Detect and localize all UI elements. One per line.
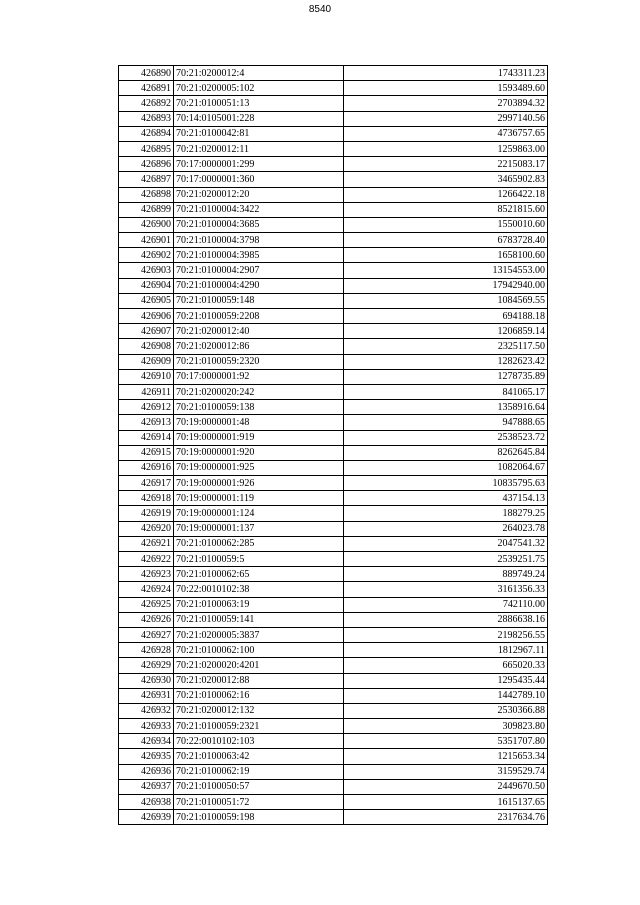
row-number: 426925 — [119, 597, 174, 612]
cadastral-number: 70:21:0100004:2907 — [174, 263, 344, 278]
cadastral-number: 70:19:0000001:137 — [174, 521, 344, 536]
cadastral-number: 70:21:0200012:132 — [174, 703, 344, 718]
cadastral-value: 742110.00 — [344, 597, 548, 612]
cadastral-number: 70:21:0100059:141 — [174, 612, 344, 627]
cadastral-value: 2530366.88 — [344, 703, 548, 718]
table-row — [119, 66, 548, 81]
row-number: 426898 — [119, 187, 174, 202]
table-row — [119, 567, 548, 582]
cadastral-value: 1259863.00 — [344, 141, 548, 156]
cadastral-value: 1266422.18 — [344, 187, 548, 202]
cadastral-value: 1206859.14 — [344, 324, 548, 339]
table-row — [119, 643, 548, 658]
table-row — [119, 369, 548, 384]
table-row — [119, 779, 548, 794]
cadastral-number: 70:19:0000001:124 — [174, 506, 344, 521]
row-number: 426918 — [119, 491, 174, 506]
cadastral-value: 4736757.65 — [344, 126, 548, 141]
row-number: 426908 — [119, 339, 174, 354]
cadastral-number: 70:21:0100004:3422 — [174, 202, 344, 217]
cadastral-number: 70:21:0100004:4290 — [174, 278, 344, 293]
cadastral-number: 70:21:0100062:65 — [174, 567, 344, 582]
cadastral-number: 70:21:0200020:242 — [174, 384, 344, 399]
row-number: 426899 — [119, 202, 174, 217]
registry-table-body — [119, 66, 548, 825]
row-number: 426894 — [119, 126, 174, 141]
cadastral-value: 2317634.76 — [344, 810, 548, 825]
table-row — [119, 415, 548, 430]
row-number: 426927 — [119, 627, 174, 642]
cadastral-number: 70:21:0100042:81 — [174, 126, 344, 141]
table-row — [119, 126, 548, 141]
row-number: 426900 — [119, 217, 174, 232]
cadastral-value: 10835795.63 — [344, 476, 548, 491]
cadastral-value: 665020.33 — [344, 658, 548, 673]
table-row — [119, 552, 548, 567]
table-row — [119, 521, 548, 536]
cadastral-number: 70:21:0200020:4201 — [174, 658, 344, 673]
cadastral-number: 70:21:0200005:3837 — [174, 627, 344, 642]
cadastral-number: 70:21:0200012:11 — [174, 141, 344, 156]
table-row — [119, 263, 548, 278]
row-number: 426905 — [119, 293, 174, 308]
table-row — [119, 491, 548, 506]
table-row — [119, 476, 548, 491]
cadastral-number: 70:21:0100059:138 — [174, 400, 344, 415]
table-row — [119, 354, 548, 369]
cadastral-value: 1358916.64 — [344, 400, 548, 415]
row-number: 426931 — [119, 688, 174, 703]
cadastral-number: 70:21:0100004:3985 — [174, 248, 344, 263]
cadastral-number: 70:21:0200012:86 — [174, 339, 344, 354]
row-number: 426938 — [119, 795, 174, 810]
table-row — [119, 278, 548, 293]
row-number: 426936 — [119, 764, 174, 779]
table-row — [119, 810, 548, 825]
table-row — [119, 157, 548, 172]
page-number: 8540 — [308, 4, 332, 15]
table-row — [119, 764, 548, 779]
cadastral-number: 70:22:0010102:103 — [174, 734, 344, 749]
cadastral-value: 1743311.23 — [344, 66, 548, 81]
row-number: 426917 — [119, 476, 174, 491]
cadastral-value: 8521815.60 — [344, 202, 548, 217]
table-row — [119, 141, 548, 156]
row-number: 426909 — [119, 354, 174, 369]
table-row — [119, 324, 548, 339]
row-number: 426890 — [119, 66, 174, 81]
cadastral-number: 70:21:0200012:20 — [174, 187, 344, 202]
cadastral-value: 1215653.34 — [344, 749, 548, 764]
cadastral-number: 70:21:0200012:4 — [174, 66, 344, 81]
cadastral-value: 309823.80 — [344, 719, 548, 734]
row-number: 426923 — [119, 567, 174, 582]
cadastral-value: 841065.17 — [344, 384, 548, 399]
row-number: 426932 — [119, 703, 174, 718]
table-row — [119, 658, 548, 673]
row-number: 426924 — [119, 582, 174, 597]
row-number: 426891 — [119, 81, 174, 96]
cadastral-number: 70:21:0200012:40 — [174, 324, 344, 339]
cadastral-value: 3159529.74 — [344, 764, 548, 779]
table-row — [119, 703, 548, 718]
cadastral-value: 2047541.32 — [344, 536, 548, 551]
cadastral-value: 947888.65 — [344, 415, 548, 430]
table-row — [119, 248, 548, 263]
cadastral-number: 70:21:0200012:88 — [174, 673, 344, 688]
row-number: 426928 — [119, 643, 174, 658]
row-number: 426935 — [119, 749, 174, 764]
registry-table — [118, 65, 548, 825]
cadastral-value: 188279.25 — [344, 506, 548, 521]
cadastral-value: 1295435.44 — [344, 673, 548, 688]
row-number: 426896 — [119, 157, 174, 172]
table-row — [119, 536, 548, 551]
cadastral-value: 2215083.17 — [344, 157, 548, 172]
table-row — [119, 339, 548, 354]
cadastral-number: 70:22:0010102:38 — [174, 582, 344, 597]
cadastral-value: 2997140.56 — [344, 111, 548, 126]
cadastral-number: 70:21:0100062:100 — [174, 643, 344, 658]
cadastral-value: 5351707.80 — [344, 734, 548, 749]
cadastral-value: 17942940.00 — [344, 278, 548, 293]
cadastral-number: 70:21:0200005:102 — [174, 81, 344, 96]
row-number: 426920 — [119, 521, 174, 536]
cadastral-number: 70:21:0100063:19 — [174, 597, 344, 612]
cadastral-value: 2449670.50 — [344, 779, 548, 794]
row-number: 426897 — [119, 172, 174, 187]
table-row — [119, 309, 548, 324]
table-row — [119, 627, 548, 642]
row-number: 426933 — [119, 719, 174, 734]
table-row — [119, 719, 548, 734]
cadastral-number: 70:19:0000001:925 — [174, 460, 344, 475]
row-number: 426926 — [119, 612, 174, 627]
cadastral-number: 70:19:0000001:920 — [174, 445, 344, 460]
table-row — [119, 795, 548, 810]
row-number: 426907 — [119, 324, 174, 339]
table-row — [119, 506, 548, 521]
table-row — [119, 172, 548, 187]
cadastral-value: 1615137.65 — [344, 795, 548, 810]
table-row — [119, 202, 548, 217]
table-row — [119, 734, 548, 749]
row-number: 426930 — [119, 673, 174, 688]
table-row — [119, 673, 548, 688]
cadastral-number: 70:21:0100051:13 — [174, 96, 344, 111]
cadastral-value: 264023.78 — [344, 521, 548, 536]
cadastral-value: 1282623.42 — [344, 354, 548, 369]
table-row — [119, 293, 548, 308]
cadastral-number: 70:21:0100062:19 — [174, 764, 344, 779]
cadastral-value: 1084569.55 — [344, 293, 548, 308]
row-number: 426892 — [119, 96, 174, 111]
row-number: 426919 — [119, 506, 174, 521]
cadastral-value: 1593489.60 — [344, 81, 548, 96]
row-number: 426922 — [119, 552, 174, 567]
table-row — [119, 582, 548, 597]
row-number: 426910 — [119, 369, 174, 384]
table-row — [119, 460, 548, 475]
cadastral-number: 70:17:0000001:299 — [174, 157, 344, 172]
cadastral-number: 70:19:0000001:119 — [174, 491, 344, 506]
cadastral-value: 13154553.00 — [344, 263, 548, 278]
table-row — [119, 749, 548, 764]
row-number: 426937 — [119, 779, 174, 794]
cadastral-value: 2886638.16 — [344, 612, 548, 627]
table-row — [119, 688, 548, 703]
cadastral-number: 70:21:0100051:72 — [174, 795, 344, 810]
cadastral-value: 8262645.84 — [344, 445, 548, 460]
cadastral-value: 2325117.50 — [344, 339, 548, 354]
cadastral-number: 70:17:0000001:360 — [174, 172, 344, 187]
row-number: 426902 — [119, 248, 174, 263]
table-row — [119, 400, 548, 415]
table-row — [119, 233, 548, 248]
cadastral-number: 70:21:0100062:285 — [174, 536, 344, 551]
table-row — [119, 81, 548, 96]
row-number: 426911 — [119, 384, 174, 399]
cadastral-value: 1278735.89 — [344, 369, 548, 384]
table-row — [119, 430, 548, 445]
row-number: 426912 — [119, 400, 174, 415]
cadastral-value: 437154.13 — [344, 491, 548, 506]
table-row — [119, 187, 548, 202]
cadastral-value: 2539251.75 — [344, 552, 548, 567]
row-number: 426903 — [119, 263, 174, 278]
table-row — [119, 111, 548, 126]
row-number: 426913 — [119, 415, 174, 430]
cadastral-value: 6783728.40 — [344, 233, 548, 248]
cadastral-value: 1812967.11 — [344, 643, 548, 658]
row-number: 426893 — [119, 111, 174, 126]
table-row — [119, 597, 548, 612]
cadastral-number: 70:21:0100059:148 — [174, 293, 344, 308]
cadastral-value: 1550010.60 — [344, 217, 548, 232]
row-number: 426916 — [119, 460, 174, 475]
cadastral-number: 70:21:0100004:3798 — [174, 233, 344, 248]
row-number: 426939 — [119, 810, 174, 825]
table-row — [119, 612, 548, 627]
cadastral-number: 70:21:0100004:3685 — [174, 217, 344, 232]
cadastral-number: 70:21:0100059:2321 — [174, 719, 344, 734]
row-number: 426921 — [119, 536, 174, 551]
cadastral-value: 1658100.60 — [344, 248, 548, 263]
table-row — [119, 384, 548, 399]
cadastral-number: 70:21:0100050:57 — [174, 779, 344, 794]
cadastral-value: 1442789.10 — [344, 688, 548, 703]
cadastral-number: 70:14:0105001:228 — [174, 111, 344, 126]
cadastral-value: 1082064.67 — [344, 460, 548, 475]
cadastral-value: 889749.24 — [344, 567, 548, 582]
cadastral-number: 70:21:0100059:2320 — [174, 354, 344, 369]
row-number: 426904 — [119, 278, 174, 293]
row-number: 426934 — [119, 734, 174, 749]
cadastral-value: 694188.18 — [344, 309, 548, 324]
cadastral-number: 70:21:0100059:2208 — [174, 309, 344, 324]
row-number: 426929 — [119, 658, 174, 673]
cadastral-number: 70:17:0000001:92 — [174, 369, 344, 384]
cadastral-number: 70:21:0100059:198 — [174, 810, 344, 825]
cadastral-value: 3465902.83 — [344, 172, 548, 187]
table-row — [119, 445, 548, 460]
cadastral-number: 70:21:0100062:16 — [174, 688, 344, 703]
cadastral-value: 2703894.32 — [344, 96, 548, 111]
row-number: 426915 — [119, 445, 174, 460]
cadastral-number: 70:21:0100063:42 — [174, 749, 344, 764]
cadastral-value: 3161356.33 — [344, 582, 548, 597]
row-number: 426895 — [119, 141, 174, 156]
cadastral-value: 2198256.55 — [344, 627, 548, 642]
table-row — [119, 96, 548, 111]
row-number: 426901 — [119, 233, 174, 248]
cadastral-value: 2538523.72 — [344, 430, 548, 445]
row-number: 426914 — [119, 430, 174, 445]
cadastral-number: 70:19:0000001:48 — [174, 415, 344, 430]
cadastral-number: 70:19:0000001:919 — [174, 430, 344, 445]
row-number: 426906 — [119, 309, 174, 324]
cadastral-number: 70:19:0000001:926 — [174, 476, 344, 491]
cadastral-number: 70:21:0100059:5 — [174, 552, 344, 567]
table-row — [119, 217, 548, 232]
